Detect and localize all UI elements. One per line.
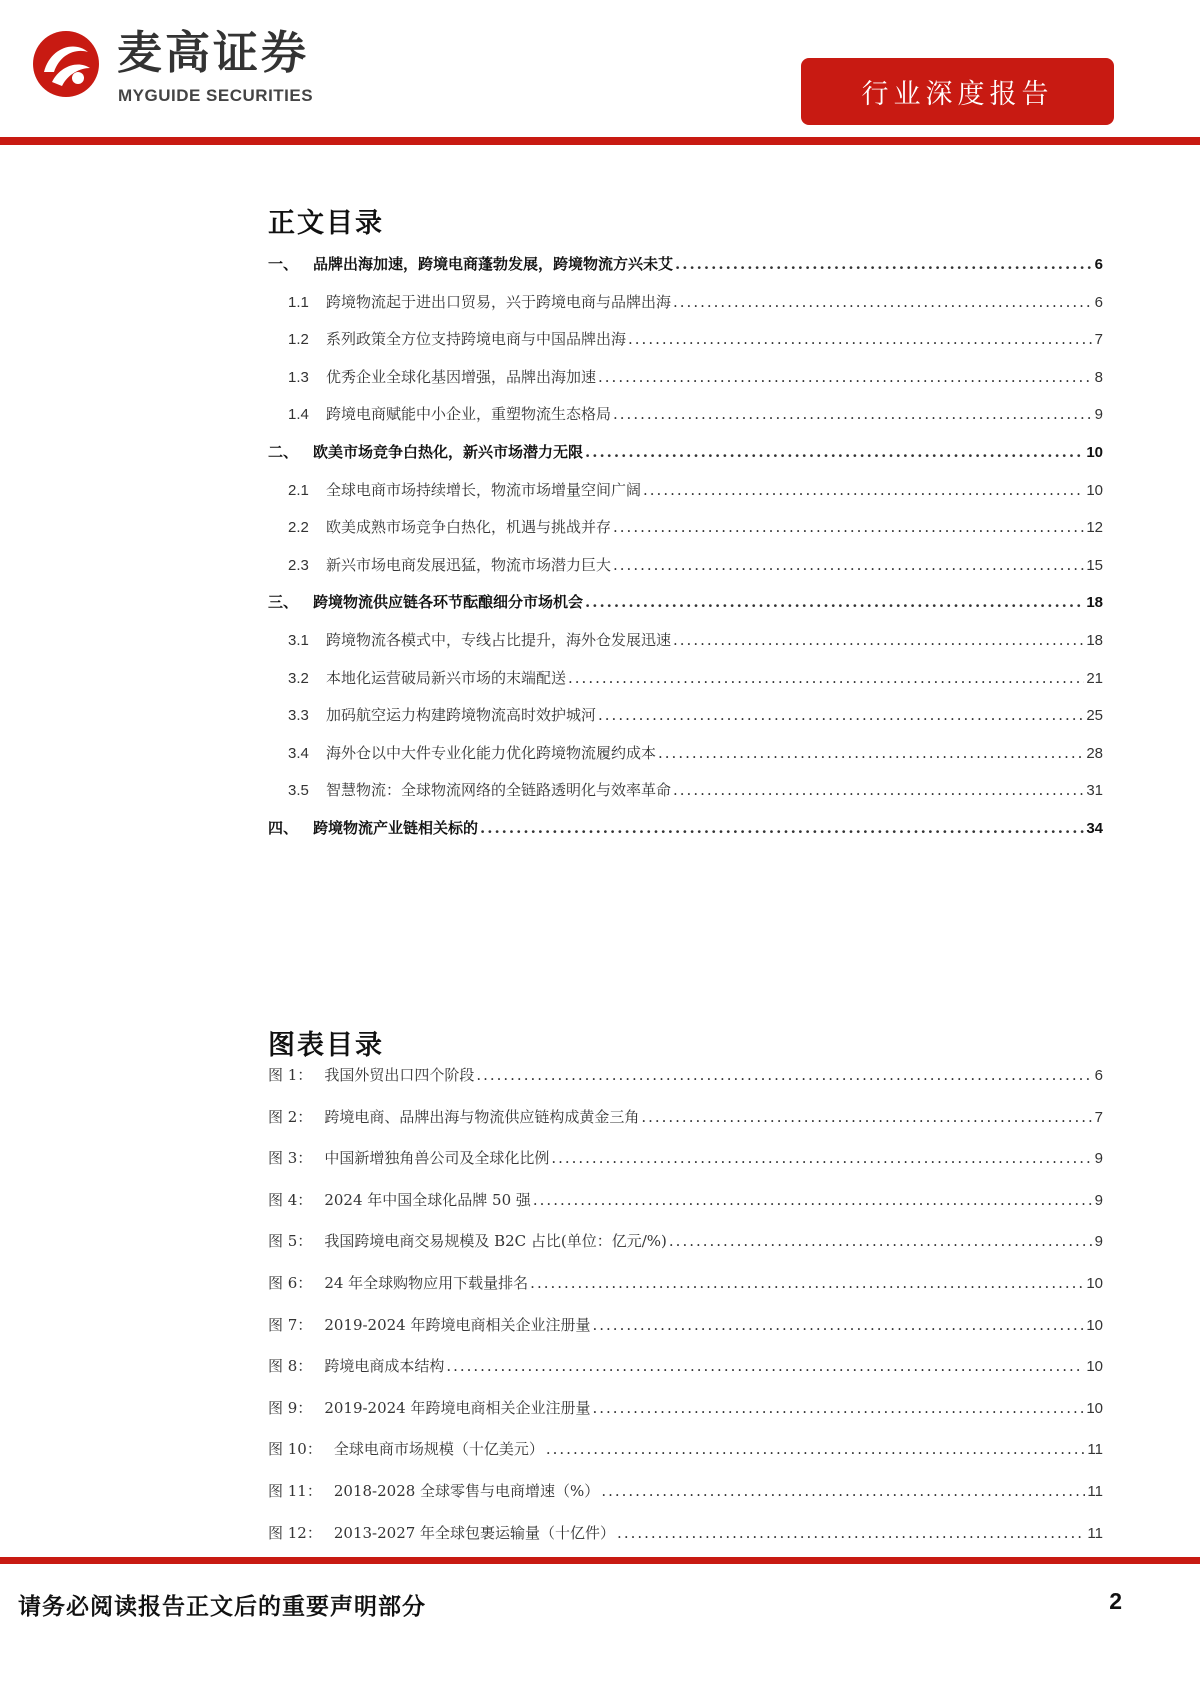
entry-title: 我国跨境电商交易规模及 B2C 占比(单位：亿元/%) <box>324 1232 667 1251</box>
dot-leader <box>593 1313 1085 1337</box>
entry-title: 2024 年中国全球化品牌 50 强 <box>324 1190 531 1209</box>
entry-title: 跨境电商成本结构 <box>324 1357 445 1376</box>
brand-name-cn: 麦高证券 <box>117 26 310 79</box>
entry-page-number: 31 <box>1086 782 1103 800</box>
dot-leader <box>598 703 1084 727</box>
entry-number: 图 11： <box>268 1482 322 1500</box>
entry-page-number: 12 <box>1086 519 1103 537</box>
entry-title: 海外仓以中大件专业化能力优化跨境物流履约成本 <box>326 743 657 762</box>
entry-number: 2.3 <box>288 556 309 574</box>
report-type-badge: 行业深度报告 <box>801 58 1114 125</box>
entry-title: 跨境物流各模式中，专线占比提升，海外仓发展迅速 <box>326 631 672 649</box>
dot-leader <box>669 1229 1093 1253</box>
toc-entry[interactable] <box>268 1437 1103 1461</box>
toc-entry[interactable] <box>268 478 1103 502</box>
toc-entry[interactable] <box>268 1396 1103 1420</box>
toc-entry[interactable] <box>268 1063 1103 1087</box>
entry-number: 1.3 <box>288 368 309 386</box>
dot-leader <box>643 478 1084 502</box>
toc-entry[interactable] <box>268 1354 1103 1378</box>
entry-page-number: 7 <box>1094 331 1103 349</box>
entry-number: 图 8： <box>268 1357 313 1376</box>
dot-leader <box>658 741 1084 765</box>
toc-entry[interactable] <box>268 628 1103 652</box>
entry-page-number: 10 <box>1086 1399 1103 1417</box>
dot-leader <box>593 1396 1085 1420</box>
entry-number: 图 1： <box>268 1066 313 1084</box>
logo-icon <box>30 28 102 100</box>
dot-leader <box>446 1354 1084 1378</box>
toc-entry[interactable] <box>268 1521 1103 1545</box>
entry-number: 图 9： <box>268 1398 313 1417</box>
entry-number: 2.1 <box>288 481 309 499</box>
entry-page-number: 10 <box>1086 444 1103 461</box>
dot-leader <box>628 327 1093 351</box>
toc-entry[interactable] <box>268 1188 1103 1212</box>
entry-title: 我国外贸出口四个阶段 <box>324 1066 475 1084</box>
header-divider <box>0 137 1200 145</box>
brand-name-en: MYGUIDE SECURITIES <box>118 86 314 105</box>
entry-page-number: 7 <box>1094 1108 1103 1126</box>
dot-leader <box>675 252 1093 276</box>
entry-title: 2018-2028 全球零售与电商增速（%） <box>333 1482 600 1500</box>
dot-leader <box>673 778 1084 802</box>
entry-page-number: 10 <box>1086 1358 1103 1376</box>
entry-title: 2019-2024 年跨境电商相关企业注册量 <box>324 1315 591 1334</box>
entry-title: 优秀企业全球化基因增强，品牌出海加速 <box>326 367 597 386</box>
entry-page-number: 15 <box>1086 556 1103 574</box>
toc-entry[interactable] <box>268 553 1103 577</box>
entry-title: 2013-2027 年全球包裹运输量（十亿件） <box>333 1523 616 1542</box>
entry-title: 全球电商市场规模（十亿美元） <box>333 1440 544 1459</box>
entry-page-number: 9 <box>1094 1150 1103 1168</box>
toc-entry[interactable] <box>268 1271 1103 1295</box>
dot-leader <box>530 1271 1084 1295</box>
entry-page-number: 8 <box>1094 368 1103 386</box>
entry-number: 图 4： <box>268 1190 313 1209</box>
toc-entry[interactable] <box>268 1229 1103 1253</box>
entry-title: 本地化运营破局新兴市场的末端配送 <box>326 668 567 687</box>
entry-page-number: 10 <box>1086 1275 1103 1292</box>
entry-number: 一、 <box>268 255 299 273</box>
dot-leader <box>673 628 1084 652</box>
entry-number: 2.2 <box>288 519 309 537</box>
figures-title: 图表目录 <box>268 1030 384 1061</box>
entry-title: 全球电商市场持续增长，物流市场增量空间广阔 <box>326 480 642 499</box>
entry-title: 欧美成熟市场竞争白热化，机遇与挑战并存 <box>326 518 612 537</box>
entry-number: 图 2： <box>268 1107 313 1126</box>
dot-leader <box>546 1437 1086 1461</box>
entry-page-number: 10 <box>1086 481 1103 499</box>
footer-disclaimer: 请务必阅读报告正文后的重要声明部分 <box>18 1593 426 1620</box>
dot-leader <box>613 553 1084 577</box>
toc-entry[interactable] <box>268 778 1103 802</box>
dot-leader <box>568 666 1084 690</box>
entry-page-number: 9 <box>1094 1191 1103 1209</box>
entry-number: 3.2 <box>288 669 309 687</box>
entry-page-number: 18 <box>1086 594 1103 612</box>
entry-page-number: 6 <box>1094 293 1103 311</box>
entry-page-number: 11 <box>1087 1483 1103 1500</box>
toc-entry[interactable] <box>268 1479 1103 1503</box>
toc-entry[interactable] <box>268 402 1103 426</box>
toc-entry[interactable] <box>268 440 1103 464</box>
entry-title: 跨境电商、品牌出海与物流供应链构成黄金三角 <box>324 1107 640 1126</box>
entry-number: 图 3： <box>268 1149 313 1168</box>
entry-number: 3.1 <box>288 632 309 649</box>
page-number: 2 <box>1109 1588 1122 1614</box>
entry-title: 系列政策全方位支持跨境电商与中国品牌出海 <box>326 330 627 349</box>
dot-leader <box>613 515 1084 539</box>
entry-number: 3.5 <box>288 782 309 800</box>
entry-title: 欧美市场竞争白热化，新兴市场潜力无限 <box>313 443 584 461</box>
entry-number: 1.1 <box>288 293 309 311</box>
entry-title: 24 年全球购物应用下载量排名 <box>324 1274 529 1292</box>
dot-leader <box>480 816 1084 840</box>
toc-entry[interactable] <box>268 365 1103 389</box>
dot-leader <box>601 1479 1085 1503</box>
entry-page-number: 10 <box>1086 1316 1103 1334</box>
toc-entry[interactable] <box>268 290 1103 314</box>
entry-page-number: 25 <box>1086 707 1103 725</box>
entry-page-number: 9 <box>1094 406 1103 424</box>
entry-number: 图 7： <box>268 1315 313 1334</box>
entry-number: 四、 <box>268 819 299 837</box>
entry-page-number: 18 <box>1086 632 1103 649</box>
entry-title: 跨境物流起于进出口贸易，兴于跨境电商与品牌出海 <box>326 292 672 311</box>
toc-entry[interactable] <box>268 327 1103 351</box>
entry-number: 1.2 <box>288 331 309 349</box>
toc-title: 正文目录 <box>268 208 384 239</box>
toc-entry[interactable] <box>268 1313 1103 1337</box>
entry-title: 2019-2024 年跨境电商相关企业注册量 <box>324 1398 591 1417</box>
entry-page-number: 11 <box>1087 1441 1103 1459</box>
entry-number: 三、 <box>268 593 299 612</box>
entry-title: 跨境电商赋能中小企业，重塑物流生态格局 <box>326 405 612 424</box>
entry-number: 图 6： <box>268 1274 313 1292</box>
dot-leader <box>598 365 1093 389</box>
entry-title: 跨境物流产业链相关标的 <box>313 819 479 837</box>
entry-number: 图 10： <box>268 1440 322 1459</box>
entry-title: 中国新增独角兽公司及全球化比例 <box>324 1149 550 1168</box>
entry-page-number: 9 <box>1094 1233 1103 1251</box>
entry-title: 跨境物流供应链各环节酝酿细分市场机会 <box>313 593 584 612</box>
dot-leader <box>585 590 1084 614</box>
entry-page-number: 21 <box>1086 669 1103 687</box>
dot-leader <box>585 440 1084 464</box>
dot-leader <box>641 1105 1092 1129</box>
toc-entry[interactable] <box>268 252 1103 276</box>
footer-divider <box>0 1557 1200 1564</box>
entry-number: 二、 <box>268 443 299 461</box>
toc-entry[interactable] <box>268 515 1103 539</box>
entry-title: 智慧物流：全球物流网络的全链路透明化与效率革命 <box>326 781 672 800</box>
dot-leader <box>533 1188 1093 1212</box>
entry-number: 图 5： <box>268 1232 313 1251</box>
toc-entry[interactable] <box>268 1105 1103 1129</box>
dot-leader <box>617 1521 1085 1545</box>
entry-page-number: 6 <box>1094 256 1103 273</box>
toc-entry[interactable] <box>268 741 1103 765</box>
dot-leader <box>551 1146 1092 1170</box>
toc-entry[interactable] <box>268 816 1103 840</box>
entry-page-number: 6 <box>1094 1067 1103 1084</box>
entry-page-number: 11 <box>1087 1524 1103 1542</box>
entry-page-number: 34 <box>1086 820 1103 837</box>
dot-leader <box>613 402 1093 426</box>
entry-number: 图 12： <box>268 1523 322 1542</box>
entry-title: 品牌出海加速，跨境电商蓬勃发展，跨境物流方兴未艾 <box>313 255 674 273</box>
entry-number: 3.4 <box>288 744 309 762</box>
toc-entry[interactable] <box>268 1146 1103 1170</box>
entry-title: 加码航空运力构建跨境物流高时效护城河 <box>326 706 597 725</box>
toc-entry[interactable] <box>268 590 1103 614</box>
entry-number: 3.3 <box>288 707 309 725</box>
entry-title: 新兴市场电商发展迅猛，物流市场潜力巨大 <box>326 555 612 574</box>
entry-number: 1.4 <box>288 406 309 424</box>
entry-page-number: 28 <box>1086 744 1103 762</box>
dot-leader <box>476 1063 1092 1087</box>
dot-leader <box>673 290 1093 314</box>
toc-entry[interactable] <box>268 703 1103 727</box>
toc-entry[interactable] <box>268 666 1103 690</box>
